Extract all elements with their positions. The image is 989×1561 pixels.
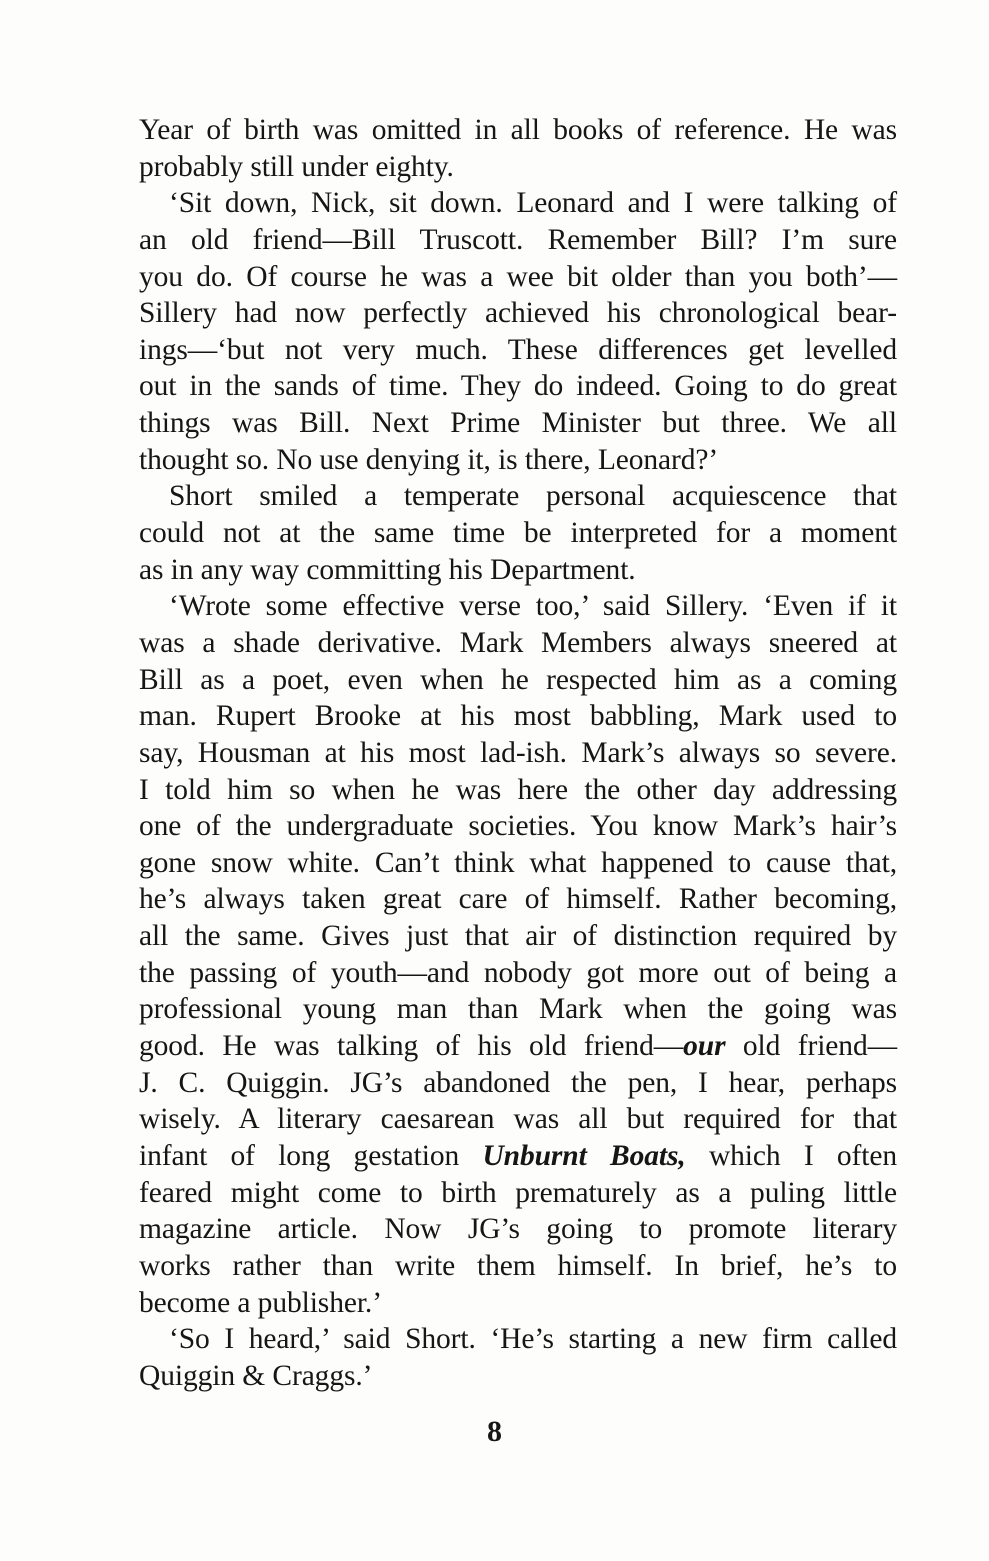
italic-text: our — [683, 1030, 726, 1063]
text-line — [139, 295, 897, 332]
text-line-content: Quiggin & Craggs.’ — [139, 1359, 373, 1392]
text-line-content: he’s always taken great care of himself. Rather becoming, — [139, 883, 897, 916]
text-line-content: out in the sands of time. They do indeed. Going to do great — [139, 370, 897, 403]
text-line-continuation: which I often — [685, 1139, 897, 1172]
text-line — [139, 808, 897, 845]
text-line-content: Year of birth was omitted in all books of reference. He was — [139, 114, 897, 146]
text-line-content: good. He was talking of his old friend— — [139, 1030, 684, 1063]
text-line-content: say, Housman at his most lad-ish. Mark’s always so severe. — [139, 736, 897, 769]
text-line-content: an old friend—Bill Truscott. Remember Bill? I’m sure — [139, 223, 897, 256]
text-line — [139, 222, 897, 259]
text-line — [139, 1211, 897, 1248]
text-line — [139, 478, 897, 515]
text-line — [139, 442, 897, 479]
text-line — [139, 991, 897, 1028]
text-line — [139, 552, 897, 589]
text-line-content: professional young man than Mark when the going was — [139, 993, 897, 1026]
text-line-content: ings—‘but not very much. These differences get levelled — [139, 333, 897, 366]
text-line — [139, 112, 897, 149]
text-line-content: ‘So I heard,’ said Short. ‘He’s starting a new firm called — [169, 1323, 897, 1356]
text-line — [139, 588, 897, 625]
text-line — [139, 515, 897, 552]
text-line — [139, 662, 897, 699]
text-line — [139, 735, 897, 772]
text-line-content: ‘Sit down, Nick, sit down. Leonard and I were talking of — [169, 187, 897, 220]
text-line — [139, 405, 897, 442]
text-line — [139, 332, 897, 369]
text-line-content: Bill as a poet, even when he respected him as a coming — [139, 663, 897, 696]
text-line — [139, 368, 897, 405]
text-line — [139, 1321, 897, 1358]
text-line-content: all the same. Gives just that air of distinction required by — [139, 920, 897, 953]
text-line — [139, 149, 897, 186]
text-line-content: thought so. No use denying it, is there, Leonard?’ — [139, 443, 719, 476]
text-line-content: magazine article. Now JG’s going to promote literary — [139, 1213, 897, 1246]
text-line-content: as in any way committing his Department. — [139, 553, 636, 586]
text-line-content: things was Bill. Next Prime Minister but three. We all — [139, 407, 897, 440]
text-line-content: J. C. Quiggin. JG’s abandoned the pen, I hear, perhaps — [139, 1066, 897, 1099]
text-line — [139, 772, 897, 809]
text-line — [139, 1028, 897, 1065]
text-line — [139, 1285, 897, 1322]
text-line — [139, 1065, 897, 1102]
text-line-content: infant of long gestation — [139, 1139, 483, 1172]
body-text — [139, 112, 897, 1394]
text-line-continuation: old friend— — [725, 1030, 897, 1063]
text-line — [139, 1175, 897, 1212]
page-number: 8 — [487, 1415, 502, 1448]
text-line — [139, 185, 897, 222]
text-line — [139, 1248, 897, 1285]
text-line-content: ‘Wrote some effective verse too,’ said Sillery. ‘Even if it — [169, 590, 897, 623]
italic-text: Unburnt Boats, — [482, 1139, 686, 1172]
text-line-content: become a publisher.’ — [139, 1286, 382, 1319]
text-line — [139, 1101, 897, 1138]
text-line — [139, 625, 897, 662]
text-line — [139, 955, 897, 992]
text-line-content: I told him so when he was here the other day addressing — [139, 773, 897, 806]
text-line — [139, 259, 897, 296]
text-line-content: the passing of youth—and nobody got more out of being a — [139, 956, 897, 989]
text-line-content: man. Rupert Brooke at his most babbling, Mark used to — [139, 700, 897, 733]
text-line-content: gone snow white. Can’t think what happened to cause that, — [139, 846, 897, 879]
text-line-content: could not at the same time be interpreted for a moment — [139, 517, 897, 550]
text-line — [139, 1358, 897, 1395]
text-line-content: one of the undergraduate societies. You know Mark’s hair’s — [139, 810, 897, 843]
text-line-content: works rather than write them himself. In brief, he’s to — [139, 1249, 897, 1282]
text-line — [139, 918, 897, 955]
text-line — [139, 845, 897, 882]
text-line-content: Short smiled a temperate personal acquiescence that — [169, 480, 897, 513]
text-line-content: was a shade derivative. Mark Members always sneered at — [139, 626, 897, 659]
text-line-content: Sillery had now perfectly achieved his chronological bear- — [139, 297, 897, 330]
text-line — [139, 698, 897, 735]
text-line — [139, 1138, 897, 1175]
text-line — [139, 881, 897, 918]
text-line-content: wisely. A literary caesarean was all but required for that — [139, 1103, 897, 1136]
text-line-content: you do. Of course he was a wee bit older than you both’— — [139, 260, 897, 293]
text-line-content: probably still under eighty. — [139, 150, 454, 183]
text-line-content: feared might come to birth prematurely as a puling little — [139, 1176, 897, 1209]
